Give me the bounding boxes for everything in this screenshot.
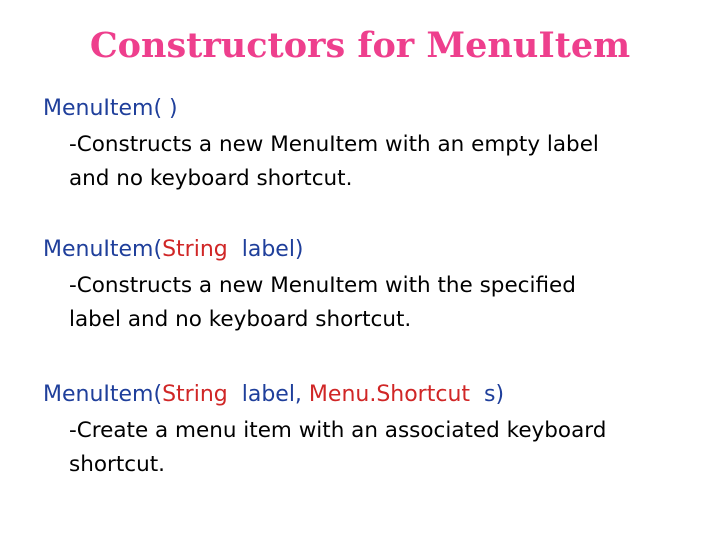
signature-text: label,: [227, 382, 309, 407]
constructor-signature: [43, 94, 713, 124]
signature-text: MenuItem( ): [43, 96, 178, 121]
constructor-signature: [43, 235, 713, 265]
signature-text: MenuItem(: [43, 382, 163, 407]
signature-type-name: String: [162, 237, 228, 262]
constructor-entry-label-shortcut: [43, 380, 713, 482]
constructor-entry-default: [43, 94, 713, 196]
signature-type-name: String: [162, 382, 228, 407]
constructor-description: -Constructs a new MenuItem with an empty label and no keyboard shortcut.: [69, 132, 599, 191]
constructor-description: -Create a menu item with an associated keyboard shortcut.: [69, 418, 607, 477]
signature-type-name: Menu.Shortcut: [308, 382, 471, 407]
constructor-entry-label: [43, 235, 713, 337]
signature-text: s): [470, 382, 505, 407]
slide-title: Constructors for MenuItem: [89, 25, 631, 66]
signature-text: label): [227, 237, 304, 262]
constructor-signature: [43, 380, 713, 410]
signature-text: MenuItem(: [43, 237, 163, 262]
constructor-description: -Constructs a new MenuItem with the specified label and no keyboard shortcut.: [69, 273, 576, 332]
